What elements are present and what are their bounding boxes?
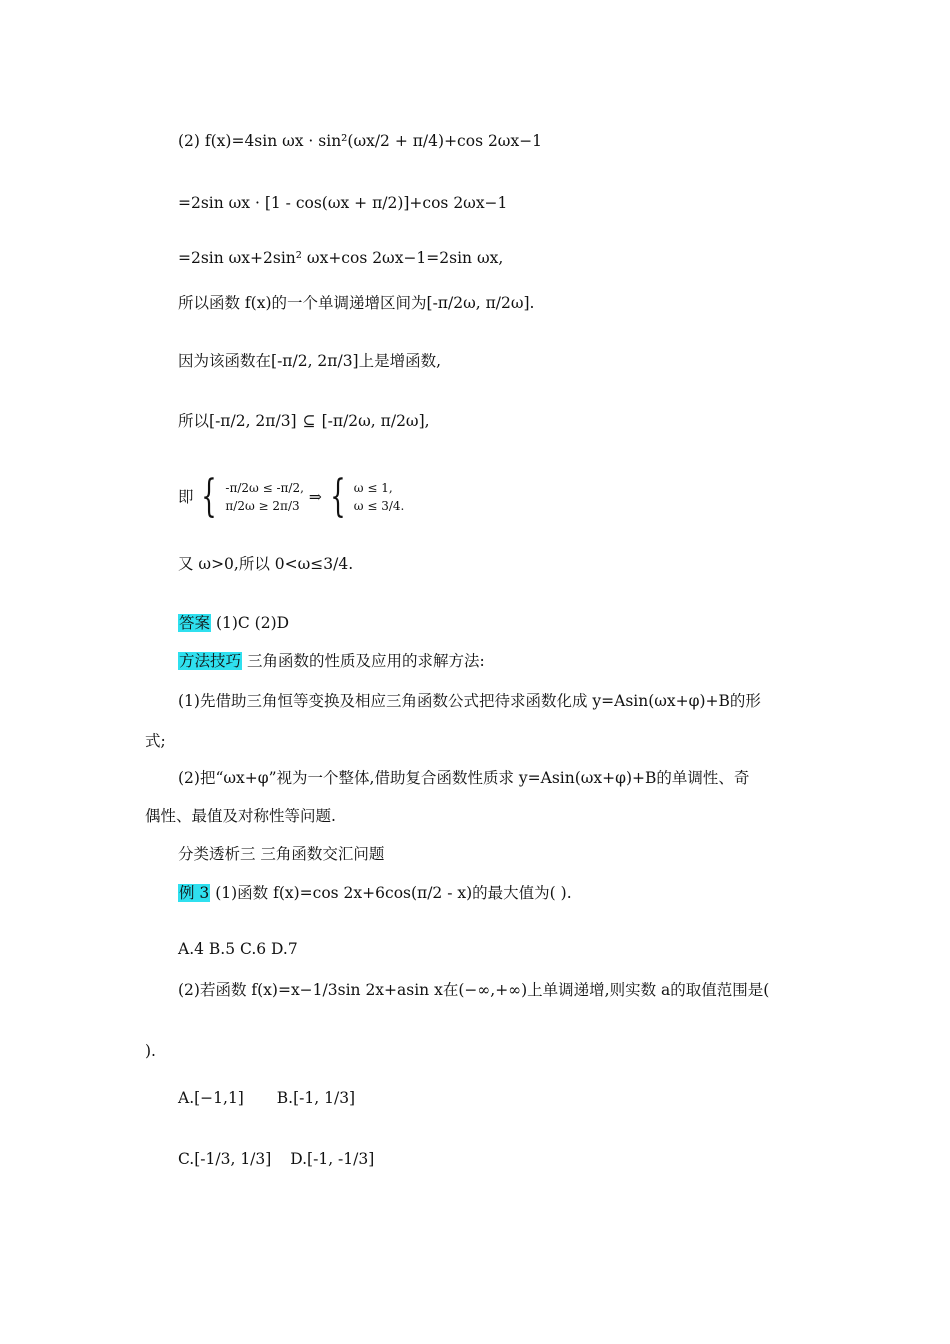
method-2a — [178, 767, 749, 789]
interval: [-π/2, 2π/3] — [209, 412, 297, 430]
text: 所以 — [178, 412, 210, 430]
equation-line-3 — [178, 247, 503, 269]
options-row-2 — [178, 1148, 374, 1170]
system-row: -π/2ω ≤ -π/2, — [225, 481, 304, 495]
answer-label: 答案 — [179, 614, 211, 632]
text: (2)把“ωx+φ”视为一个整体,借助复合函数性质求 y=Asin(ωx+φ)+B的单调性、奇 — [178, 769, 750, 787]
text: (2)若函数 f(x)=x−1/3sin 2x+asin x在(−∞,+∞)上单调递增,则实数 a的取值范围是( — [178, 981, 770, 999]
option-a: A.[−1,1] — [178, 1089, 244, 1107]
interval: [-π/2, 2π/3] — [271, 352, 359, 370]
example-q2b — [145, 1040, 156, 1062]
option-c: C.[-1/3, 1/3] — [178, 1150, 272, 1168]
example-q1: (1)函数 f(x)=cos 2x+6cos(π/2 - x)的最大值为( ). — [210, 884, 572, 902]
method-2b — [145, 805, 336, 827]
implies-arrow: ⇒ — [308, 488, 322, 506]
example-label: 例 3 — [179, 884, 210, 902]
method-1b — [145, 730, 166, 752]
method-line — [178, 650, 485, 672]
text: 因为该函数在 — [178, 352, 272, 370]
text: 分类透析三 三角函数交汇问题 — [178, 845, 385, 863]
answer-line — [178, 612, 289, 634]
equation-line-2 — [178, 192, 507, 214]
answer-text: (1)C (2)D — [211, 614, 290, 632]
text: 式; — [145, 732, 166, 750]
text: 即 — [178, 488, 194, 506]
equation-text: =2sin ωx · [1 - cos(ωx + π/2)]+cos 2ωx−1 — [178, 194, 508, 212]
interval: [-π/2ω, π/2ω], — [321, 412, 430, 430]
increasing-line — [178, 350, 441, 372]
text: 偶性、最值及对称性等问题. — [145, 807, 336, 825]
system-1 — [225, 479, 304, 515]
example-q2a — [178, 979, 769, 1001]
options-row-1 — [178, 1087, 355, 1109]
system-row: π/2ω ≥ 2π/3 — [225, 499, 300, 513]
text: 又 ω>0,所以 0<ω≤3/4. — [178, 555, 354, 573]
text: 所以函数 f(x)的一个单调递增区间为 — [178, 294, 427, 312]
text: A.4 B.5 C.6 D.7 — [178, 940, 298, 958]
system-row: ω ≤ 3/4. — [353, 499, 405, 513]
system-line — [178, 471, 405, 522]
brace-icon: { — [330, 471, 346, 522]
text: ). — [145, 1042, 156, 1060]
equation-line-1 — [178, 130, 542, 152]
brace-icon: { — [201, 471, 218, 522]
system-2 — [354, 479, 405, 515]
option-b: B.[-1, 1/3] — [276, 1089, 356, 1107]
example-q1-options — [178, 938, 298, 960]
text: 上是增函数, — [358, 352, 442, 370]
subset-symbol: ⊆ — [302, 412, 316, 430]
method-1a — [178, 690, 761, 712]
equation-text: =2sin ωx+2sin² ωx+cos 2ωx−1=2sin ωx, — [178, 249, 504, 267]
system-row: ω ≤ 1, — [353, 481, 393, 495]
example-line — [178, 882, 572, 904]
method-label: 方法技巧 — [179, 652, 242, 670]
option-d: D.[-1, -1/3] — [290, 1150, 375, 1168]
section-title — [178, 843, 384, 865]
conclusion-line — [178, 553, 353, 575]
equation-text: (2) f(x)=4sin ωx · sin²(ωx/2 + π/4)+cos 2ωx−1 — [178, 132, 543, 150]
interval: [-π/2ω, π/2ω]. — [426, 294, 535, 312]
method-text: 三角函数的性质及应用的求解方法: — [242, 652, 485, 670]
monotonic-interval-line — [178, 292, 534, 314]
subset-line — [178, 410, 430, 432]
text: (1)先借助三角恒等变换及相应三角函数公式把待求函数化成 y=Asin(ωx+φ)+B的形 — [178, 692, 761, 710]
